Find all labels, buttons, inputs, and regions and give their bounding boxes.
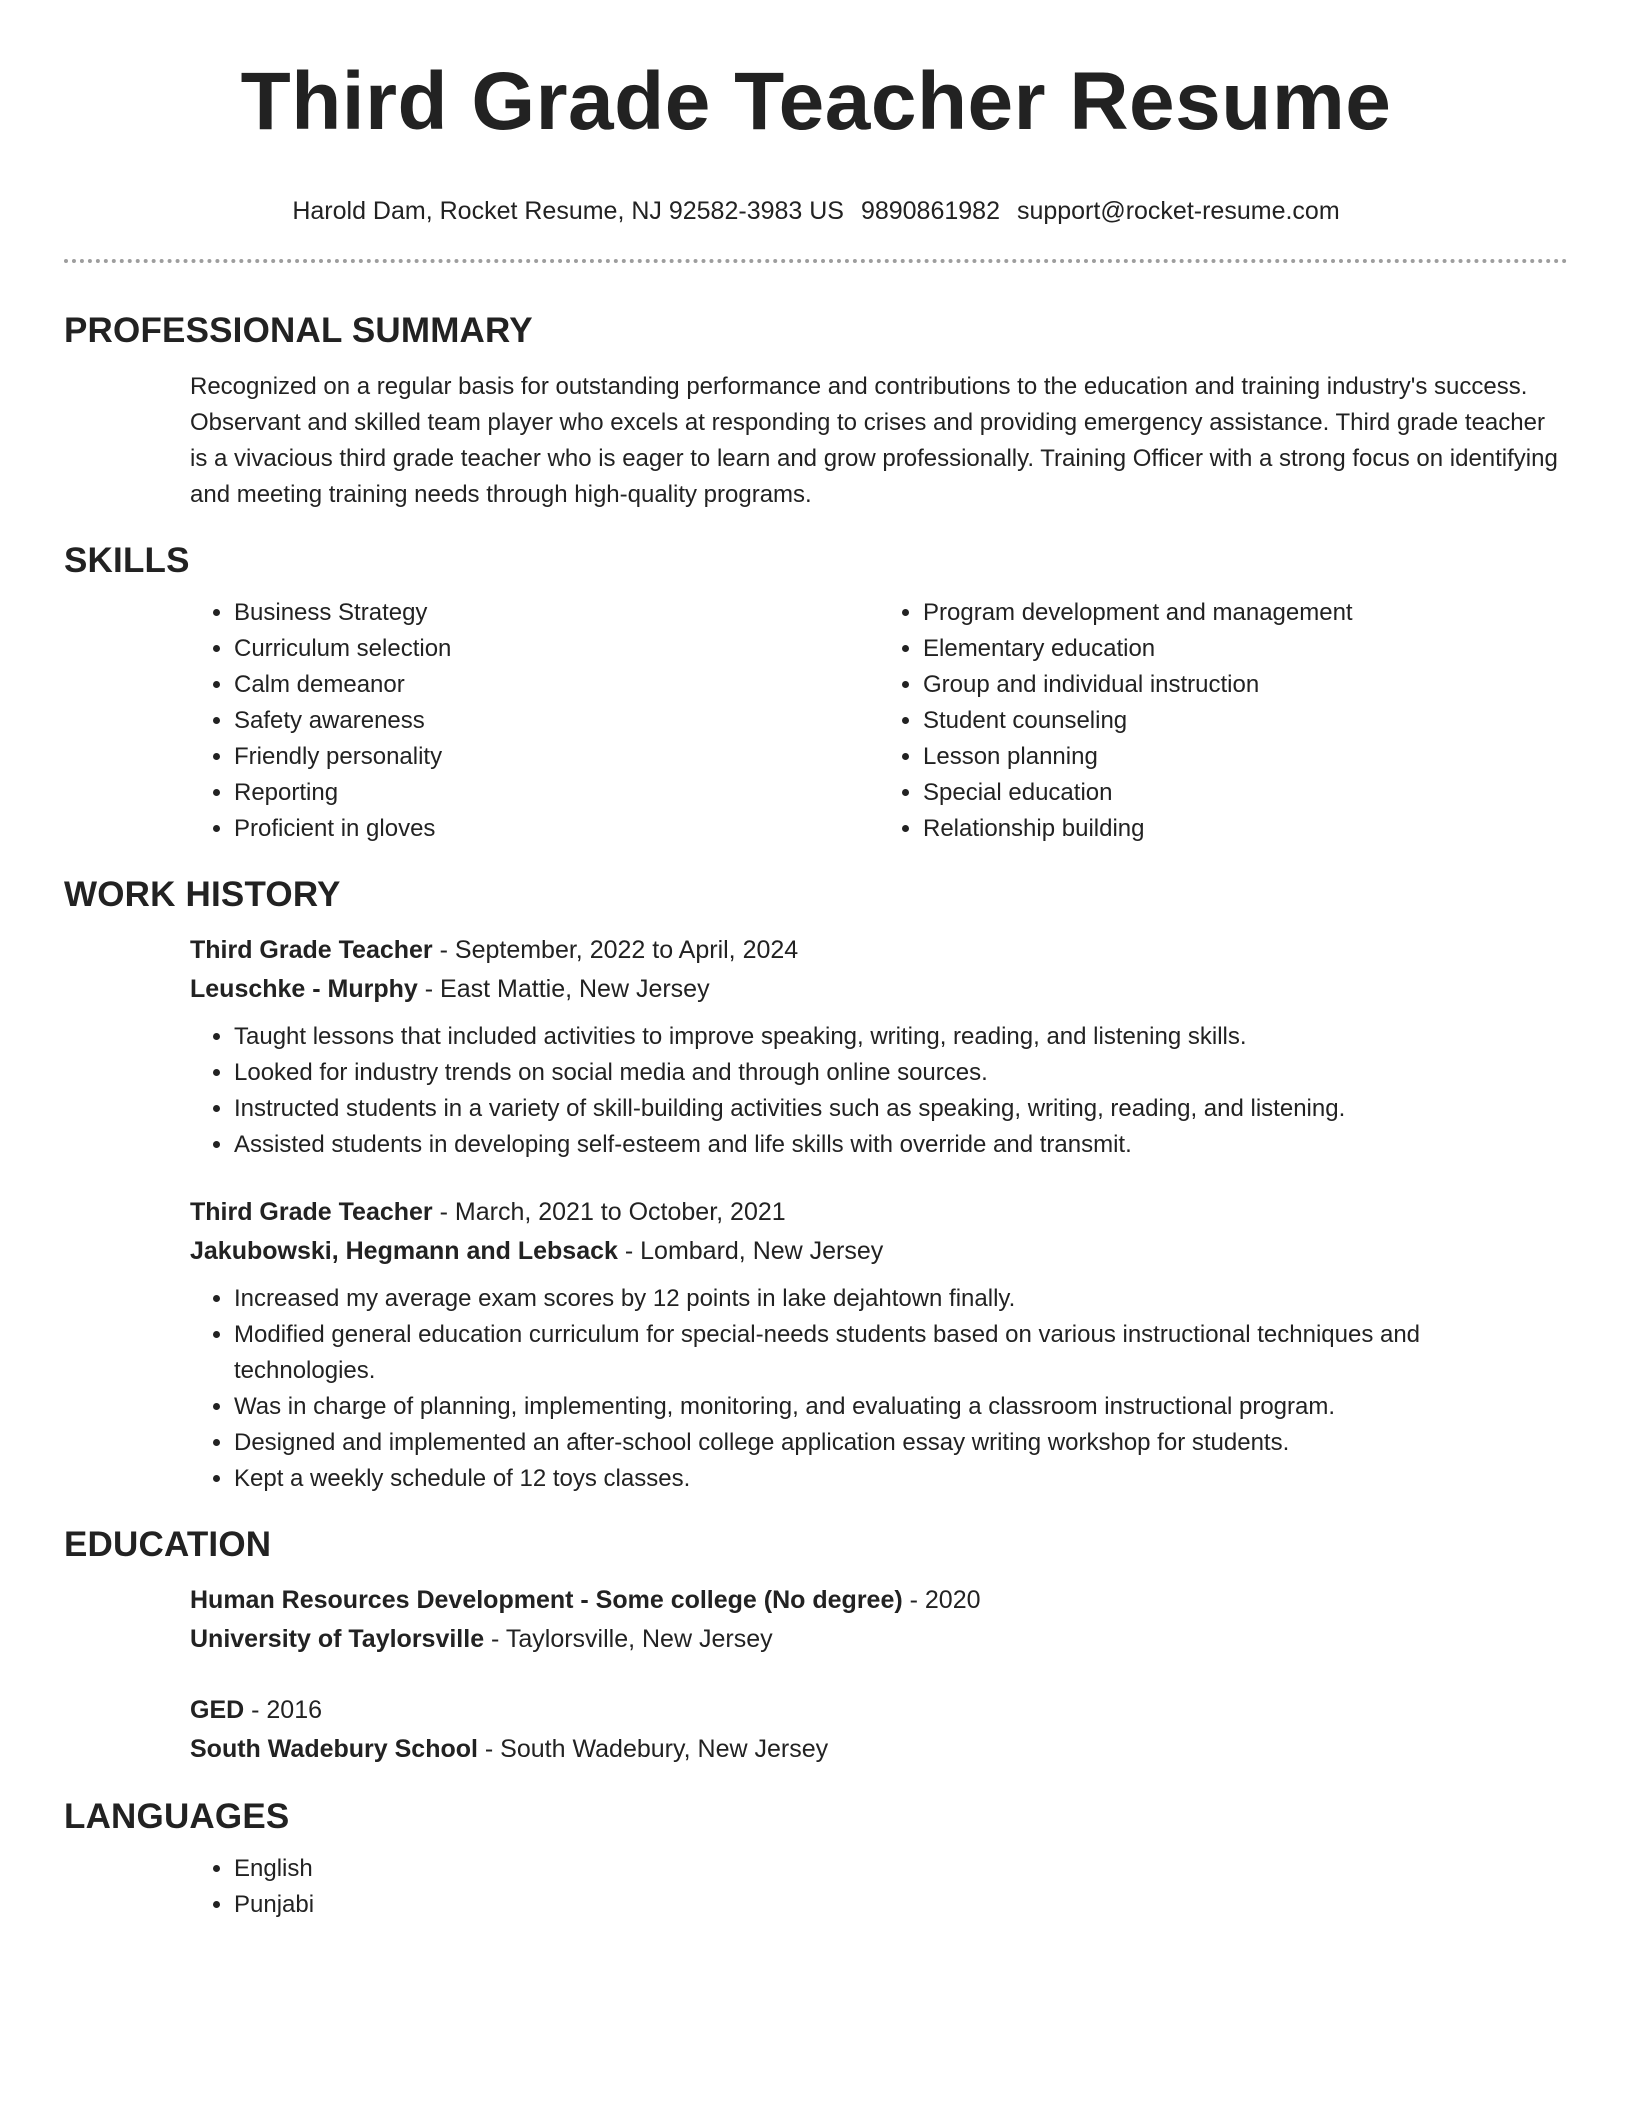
- skills-left-list: [190, 595, 879, 847]
- education-school-line: [190, 1620, 1568, 1659]
- job-employer: Jakubowski, Hegmann and Lebsack: [190, 1237, 618, 1265]
- skill-item: • Student counseling: [923, 703, 1568, 739]
- skill-item: • Reporting: [234, 775, 879, 811]
- contact-line: [64, 196, 1568, 226]
- job-employer-line: [190, 970, 1568, 1009]
- resume-title: Third Grade Teacher Resume: [240, 56, 1392, 147]
- job-title-line: [190, 1193, 1568, 1232]
- education-school: South Wadebury School: [190, 1735, 478, 1763]
- education-entry: [190, 1691, 1568, 1769]
- skills-heading: SKILLS: [64, 541, 190, 580]
- skill-item: • Friendly personality: [234, 739, 879, 775]
- job-location: - East Mattie, New Jersey: [417, 975, 710, 1003]
- job-bullet: • Assisted students in developing self-esteem and life skills with override and transmit.: [234, 1127, 1568, 1163]
- work-history-heading: WORK HISTORY: [64, 875, 341, 914]
- education-degree: Human Resources Development - Some college (No degree): [190, 1586, 903, 1614]
- education-school: University of Taylorsville: [190, 1625, 485, 1653]
- skill-item: • Proficient in gloves: [234, 811, 879, 847]
- language-item: • English: [234, 1851, 1568, 1887]
- job-dates: - September, 2022 to April, 2024: [432, 936, 799, 964]
- education-year: - 2020: [902, 1586, 981, 1614]
- job-employer-line: [190, 1232, 1568, 1271]
- skill-item: • Calm demeanor: [234, 667, 879, 703]
- education-degree-line: [190, 1581, 1568, 1620]
- skill-item: • Lesson planning: [923, 739, 1568, 775]
- skill-item: • Elementary education: [923, 631, 1568, 667]
- skill-item: • Business Strategy: [234, 595, 879, 631]
- skill-item: • Special education: [923, 775, 1568, 811]
- education-degree-line: [190, 1691, 1568, 1730]
- skill-item: • Curriculum selection: [234, 631, 879, 667]
- resume-page: [64, 50, 1568, 1923]
- education-school-line: [190, 1730, 1568, 1769]
- language-item: • Punjabi: [234, 1887, 1568, 1923]
- skills-right-list: [879, 595, 1568, 847]
- job-bullets: [190, 1281, 1568, 1497]
- education-degree: GED: [190, 1696, 245, 1724]
- skill-item: • Safety awareness: [234, 703, 879, 739]
- education-location: - Taylorsville, New Jersey: [484, 1625, 773, 1653]
- job-bullet: • Looked for industry trends on social media and through online sources.: [234, 1055, 1568, 1091]
- summary-text: Recognized on a regular basis for outstanding performance and contributions to the education and training industry's success. Observant and skilled team player who excels at responding to crises and providing emergency assistance. Third grade teacher is a vivacious third grade teacher who is eager to learn and grow professionally. Training Officer with a strong focus on identifying and meeting training needs through high-quality programs.: [190, 373, 1558, 508]
- job-bullet: • Kept a weekly schedule of 12 toys classes.: [234, 1461, 1568, 1497]
- work-history-section: [64, 873, 1568, 1497]
- job-bullet: • Increased my average exam scores by 12 points in lake dejahtown finally.: [234, 1281, 1568, 1317]
- skill-item: • Group and individual instruction: [923, 667, 1568, 703]
- languages-section: [64, 1795, 1568, 1923]
- job-bullet: • Designed and implemented an after-school college application essay writing workshop for students.: [234, 1425, 1568, 1461]
- job-employer: Leuschke - Murphy: [190, 975, 418, 1003]
- job-title-line: [190, 931, 1568, 970]
- header-divider: [64, 259, 1568, 263]
- contact-phone: 9890861982: [860, 197, 1000, 225]
- job-bullet: • Taught lessons that included activities to improve speaking, writing, reading, and listening skills.: [234, 1019, 1568, 1055]
- job-bullets: [190, 1019, 1568, 1163]
- job-entry: [190, 1193, 1568, 1497]
- job-bullet: • Instructed students in a variety of skill-building activities such as speaking, writing, reading, and listening.: [234, 1091, 1568, 1127]
- skills-section: [64, 539, 1568, 847]
- contact-email: support@rocket-resume.com: [1016, 197, 1340, 225]
- education-location: - South Wadebury, New Jersey: [477, 1735, 829, 1763]
- job-title: Third Grade Teacher: [190, 936, 433, 964]
- summary-section: [64, 309, 1568, 513]
- skill-item: • Program development and management: [923, 595, 1568, 631]
- job-dates: - March, 2021 to October, 2021: [432, 1198, 786, 1226]
- contact-address: Harold Dam, Rocket Resume, NJ 92582-3983 US: [292, 197, 844, 225]
- education-entry: [190, 1581, 1568, 1659]
- job-location: - Lombard, New Jersey: [617, 1237, 884, 1265]
- job-entry: [190, 931, 1568, 1163]
- job-title: Third Grade Teacher: [190, 1198, 433, 1226]
- languages-heading: LANGUAGES: [64, 1797, 290, 1836]
- job-bullet: • Was in charge of planning, implementing, monitoring, and evaluating a classroom instructional program.: [234, 1389, 1568, 1425]
- education-heading: EDUCATION: [64, 1525, 272, 1564]
- job-bullet: • Modified general education curriculum for special-needs students based on various instructional techniques and technologies.: [234, 1317, 1568, 1389]
- languages-list: [190, 1851, 1568, 1923]
- skill-item: • Relationship building: [923, 811, 1568, 847]
- education-year: - 2016: [244, 1696, 323, 1724]
- summary-heading: PROFESSIONAL SUMMARY: [64, 311, 533, 350]
- education-section: [64, 1523, 1568, 1769]
